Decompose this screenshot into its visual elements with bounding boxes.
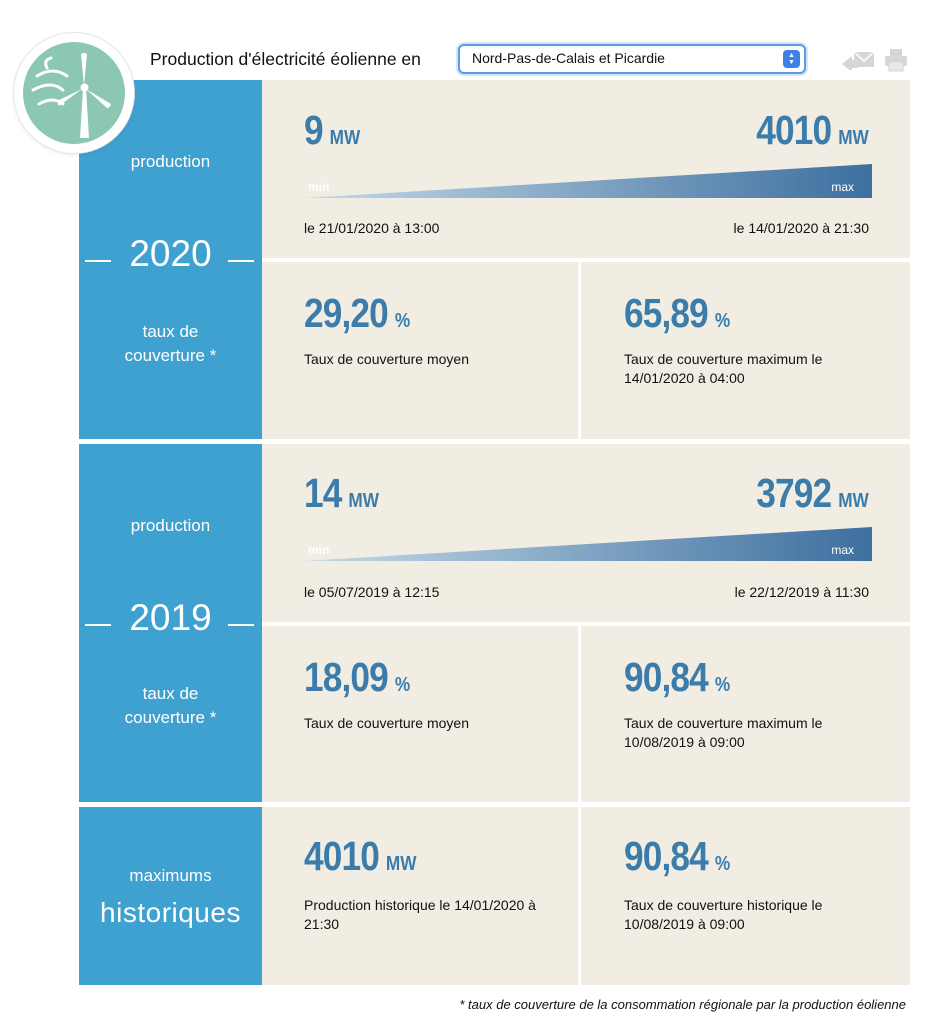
- production-label: production: [130, 516, 211, 535]
- coverage-label: taux de couverture *: [124, 322, 217, 365]
- historic-production-value: 4010 MW: [304, 833, 417, 879]
- historic-coverage-label: Taux de couverture historique le 10/08/2019 à 09:00: [624, 897, 823, 932]
- production-range-bar: [304, 527, 872, 561]
- select-arrows-icon[interactable]: ▲ ▼: [783, 50, 800, 68]
- coverage-max-value: 90,84 %: [624, 654, 731, 700]
- bar-max-label: max: [831, 180, 854, 194]
- production-range-bar: [304, 164, 872, 198]
- year-dash-right: [228, 260, 254, 262]
- wind-turbine-logo-icon: [23, 42, 125, 144]
- page-title: Production d'électricité éolienne en: [150, 48, 421, 69]
- divider: [578, 262, 581, 439]
- region-select[interactable]: [458, 44, 806, 74]
- historic-production-label: Production historique le 14/01/2020 à 21:30: [304, 897, 536, 932]
- coverage-max-value: 65,89 %: [624, 290, 731, 336]
- historic-label-big: historiques: [100, 897, 241, 928]
- wind-turbine-logo: [14, 33, 134, 153]
- header: [150, 44, 421, 74]
- max-production-value: 4010 MW: [756, 107, 869, 153]
- bar-min-label: min: [308, 543, 330, 557]
- coverage-max-label: Taux de couverture maximum le 10/08/2019 à 09:00: [624, 715, 823, 750]
- historic-label-small: maximums: [129, 866, 212, 885]
- footnote: * taux de couverture de la consommation régionale par la production éolienne: [459, 997, 906, 1012]
- divider: [262, 258, 910, 262]
- coverage-max-label: Taux de couverture maximum le 14/01/2020 à 04:00: [624, 351, 823, 386]
- bar-min-label: min: [308, 180, 330, 194]
- min-production-value: 14 MW: [304, 470, 379, 516]
- max-date: le 14/01/2020 à 21:30: [733, 220, 869, 236]
- coverage-avg-value: 18,09 %: [304, 654, 411, 700]
- share-mail-icon[interactable]: [840, 50, 876, 70]
- year-2020: 2020: [129, 233, 212, 274]
- historic-coverage-value: 90,84 %: [624, 833, 731, 879]
- year-dash-right: [228, 624, 254, 626]
- coverage-label: taux de couverture *: [124, 684, 217, 727]
- divider: [578, 626, 581, 802]
- coverage-avg-value: 29,20 %: [304, 290, 411, 336]
- divider: [262, 622, 910, 626]
- year-2019: 2019: [129, 597, 212, 638]
- coverage-avg-label: Taux de couverture moyen: [304, 351, 469, 367]
- min-date: le 21/01/2020 à 13:00: [304, 220, 440, 236]
- bar-max-label: max: [831, 543, 854, 557]
- min-production-value: 9 MW: [304, 107, 361, 153]
- max-production-value: 3792 MW: [756, 470, 869, 516]
- max-date: le 22/12/2019 à 11:30: [734, 584, 869, 600]
- min-date: le 05/07/2019 à 12:15: [304, 584, 440, 600]
- historic-side: [79, 807, 262, 985]
- print-icon[interactable]: [884, 48, 908, 72]
- production-label: production: [130, 152, 211, 171]
- coverage-avg-label: Taux de couverture moyen: [304, 715, 469, 731]
- region-select-value: Nord-Pas-de-Calais et Picardie: [472, 50, 665, 66]
- divider: [578, 807, 581, 985]
